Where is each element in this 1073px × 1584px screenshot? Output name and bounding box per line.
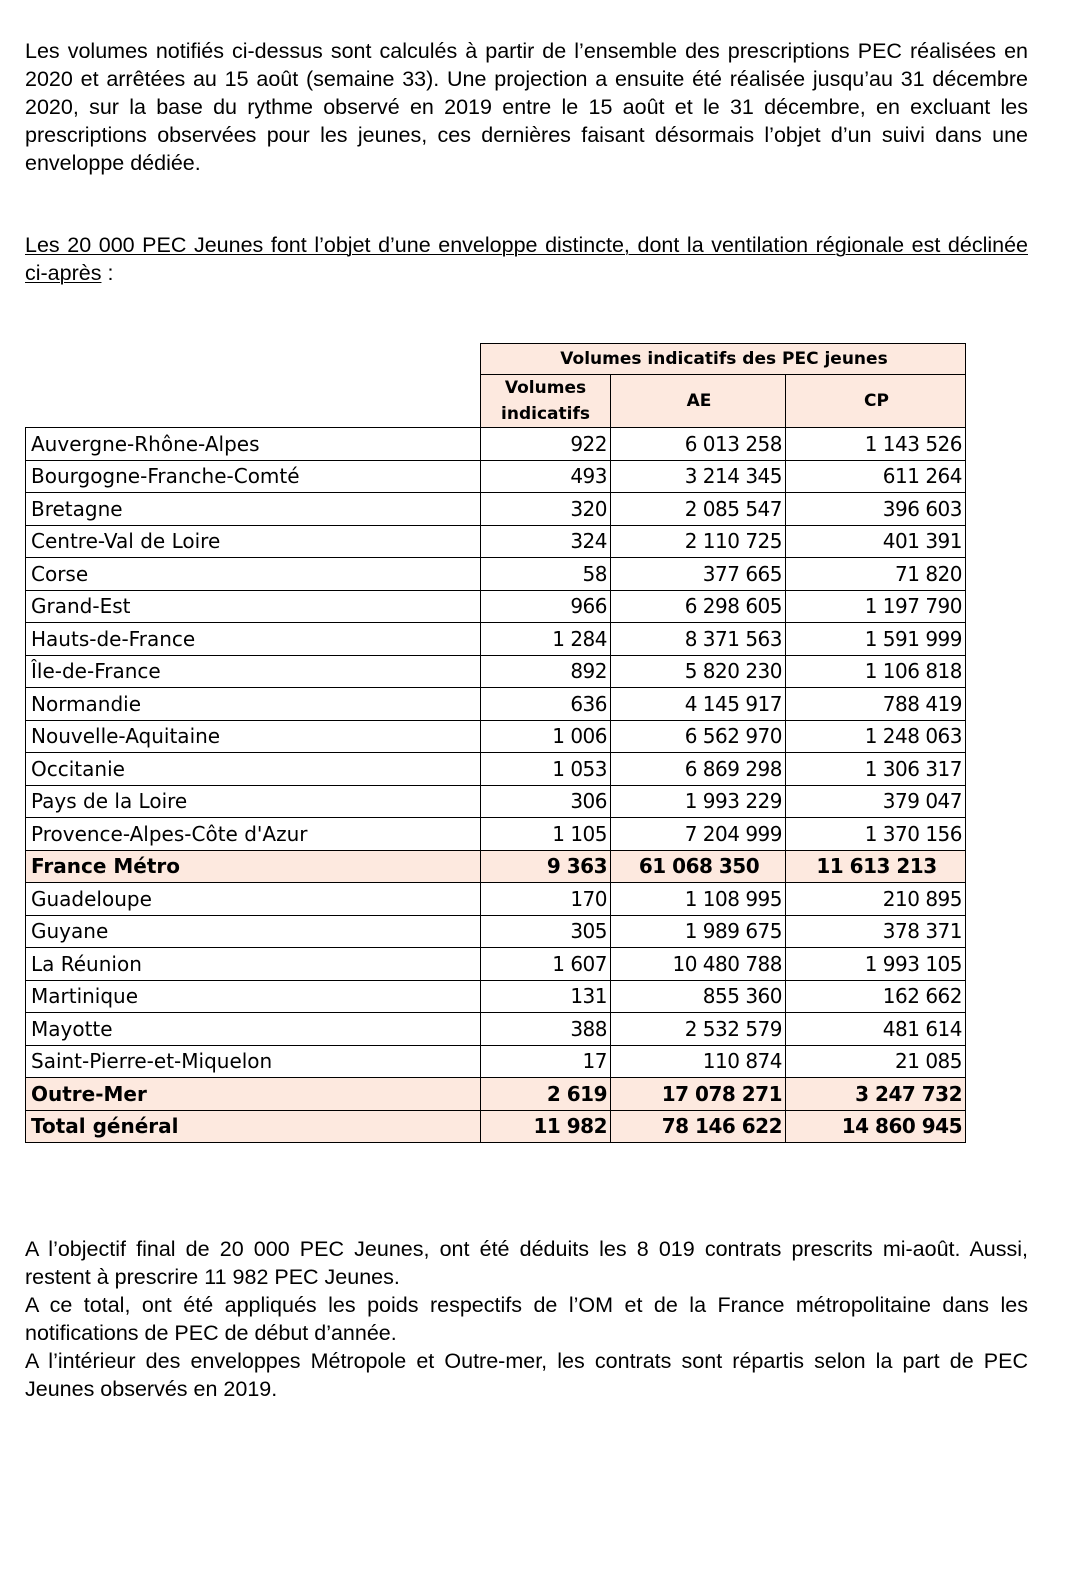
ae-cell: 6 869 298 <box>611 753 786 786</box>
cp-cell: 396 603 <box>786 493 966 526</box>
volumes-cell: 922 <box>481 428 611 461</box>
cp-cell: 1 248 063 <box>786 720 966 753</box>
group-header: Volumes indicatifs des PEC jeunes <box>481 344 966 375</box>
volumes-cell: 9 363 <box>481 850 611 883</box>
cp-cell: 1 591 999 <box>786 623 966 656</box>
section-intro-suffix: : <box>101 261 114 285</box>
ae-cell: 1 993 229 <box>611 785 786 818</box>
volumes-cell: 1 105 <box>481 818 611 851</box>
table-row <box>26 948 966 981</box>
cp-cell: 1 197 790 <box>786 590 966 623</box>
cp-cell: 3 247 732 <box>786 1078 966 1111</box>
table-row <box>26 655 966 688</box>
volumes-cell: 306 <box>481 785 611 818</box>
closing-line: A l’intérieur des enveloppes Métropole et Outre-mer, les contrats sont répartis selon la part de PEC Jeunes observés en 2019. <box>25 1349 1028 1401</box>
volumes-cell: 324 <box>481 525 611 558</box>
table-row <box>26 720 966 753</box>
volumes-cell: 2 619 <box>481 1078 611 1111</box>
volumes-cell: 1 006 <box>481 720 611 753</box>
region-name-cell: Outre-Mer <box>26 1078 481 1111</box>
ae-cell: 17 078 271 <box>611 1078 786 1111</box>
region-name-cell: Occitanie <box>26 753 481 786</box>
cp-cell: 379 047 <box>786 785 966 818</box>
subtotal-row <box>26 1078 966 1111</box>
ae-cell: 2 110 725 <box>611 525 786 558</box>
cp-cell: 71 820 <box>786 558 966 591</box>
cp-cell: 1 370 156 <box>786 818 966 851</box>
ae-cell: 8 371 563 <box>611 623 786 656</box>
header-blank-cell <box>26 375 481 428</box>
volumes-cell: 1 053 <box>481 753 611 786</box>
cp-cell: 1 106 818 <box>786 655 966 688</box>
table-row <box>26 428 966 461</box>
subtotal-row <box>26 850 966 883</box>
region-name-cell: Pays de la Loire <box>26 785 481 818</box>
cp-cell: 21 085 <box>786 1045 966 1078</box>
ae-cell: 2 085 547 <box>611 493 786 526</box>
cp-cell: 14 860 945 <box>786 1110 966 1143</box>
ae-cell: 2 532 579 <box>611 1013 786 1046</box>
ae-cell: 7 204 999 <box>611 818 786 851</box>
table-row <box>26 785 966 818</box>
ae-cell: 1 989 675 <box>611 915 786 948</box>
region-name-cell: Bretagne <box>26 493 481 526</box>
closing-paragraphs <box>25 1235 1028 1403</box>
cp-cell: 481 614 <box>786 1013 966 1046</box>
ae-cell: 5 820 230 <box>611 655 786 688</box>
table-row <box>26 493 966 526</box>
col-header-ae: AE <box>611 375 786 428</box>
volumes-cell: 305 <box>481 915 611 948</box>
col-header-cp: CP <box>786 375 966 428</box>
ae-cell: 6 013 258 <box>611 428 786 461</box>
volumes-cell: 58 <box>481 558 611 591</box>
cp-cell: 162 662 <box>786 980 966 1013</box>
volumes-cell: 17 <box>481 1045 611 1078</box>
pec-jeunes-table <box>25 343 966 1143</box>
region-name-cell: Île-de-France <box>26 655 481 688</box>
region-name-cell: Grand-Est <box>26 590 481 623</box>
table-row <box>26 1045 966 1078</box>
cp-cell: 788 419 <box>786 688 966 721</box>
cp-cell: 210 895 <box>786 883 966 916</box>
table-row <box>26 915 966 948</box>
region-name-cell: Nouvelle-Aquitaine <box>26 720 481 753</box>
volumes-cell: 1 284 <box>481 623 611 656</box>
ae-cell: 1 108 995 <box>611 883 786 916</box>
cp-cell: 11 613 213 <box>786 850 966 883</box>
volumes-cell: 320 <box>481 493 611 526</box>
region-name-cell: Provence-Alpes-Côte d'Azur <box>26 818 481 851</box>
cp-cell: 1 993 105 <box>786 948 966 981</box>
volumes-cell: 11 982 <box>481 1110 611 1143</box>
region-name-cell: Normandie <box>26 688 481 721</box>
region-name-cell: Mayotte <box>26 1013 481 1046</box>
table-row <box>26 460 966 493</box>
ae-cell: 6 562 970 <box>611 720 786 753</box>
table-row <box>26 590 966 623</box>
cp-cell: 611 264 <box>786 460 966 493</box>
section-intro <box>25 231 1028 287</box>
col-header-volumes: Volumes indicatifs <box>481 375 611 428</box>
closing-line: A l’objectif final de 20 000 PEC Jeunes, ont été déduits les 8 019 contrats prescrits mi-août. Aussi, restent à prescrire 11 982 PEC Jeunes. <box>25 1237 1028 1289</box>
region-name-cell: Corse <box>26 558 481 591</box>
region-name-cell: Saint-Pierre-et-Miquelon <box>26 1045 481 1078</box>
cp-cell: 1 143 526 <box>786 428 966 461</box>
ae-cell: 855 360 <box>611 980 786 1013</box>
volumes-cell: 131 <box>481 980 611 1013</box>
region-name-cell: Total général <box>26 1110 481 1143</box>
volumes-cell: 1 607 <box>481 948 611 981</box>
cp-cell: 401 391 <box>786 525 966 558</box>
table-row <box>26 753 966 786</box>
header-blank-cell <box>26 344 481 375</box>
table-row <box>26 883 966 916</box>
table-row <box>26 980 966 1013</box>
region-name-cell: Martinique <box>26 980 481 1013</box>
region-name-cell: France Métro <box>26 850 481 883</box>
volumes-cell: 892 <box>481 655 611 688</box>
region-name-cell: Centre-Val de Loire <box>26 525 481 558</box>
table-row <box>26 818 966 851</box>
region-name-cell: Auvergne-Rhône-Alpes <box>26 428 481 461</box>
ae-cell: 61 068 350 <box>611 850 786 883</box>
region-name-cell: Guadeloupe <box>26 883 481 916</box>
ae-cell: 4 145 917 <box>611 688 786 721</box>
cp-cell: 378 371 <box>786 915 966 948</box>
ae-cell: 377 665 <box>611 558 786 591</box>
table-row <box>26 688 966 721</box>
closing-line: A ce total, ont été appliqués les poids respectifs de l’OM et de la France métropolitaine dans les notifications de PEC de début d’année. <box>25 1293 1028 1345</box>
intro-paragraph: Les volumes notifiés ci-dessus sont calculés à partir de l’ensemble des prescriptions PEC réalisées en 2020 et arrêtées au 15 août (semaine 33). Une projection a ensuite été réalisée jusqu’au 31 décembre 2020, sur la base du rythme observé en 2019 entre le 15 août et le 31 décembre, en excluant les prescriptions observées pour les jeunes, ces dernières faisant désormais l’objet d’un suivi dans une enveloppe dédiée. <box>25 39 1028 175</box>
ae-cell: 10 480 788 <box>611 948 786 981</box>
table-body <box>26 428 966 1143</box>
table-row <box>26 1013 966 1046</box>
subtotal-row <box>26 1110 966 1143</box>
region-name-cell: Bourgogne-Franche-Comté <box>26 460 481 493</box>
ae-cell: 3 214 345 <box>611 460 786 493</box>
region-name-cell: Hauts-de-France <box>26 623 481 656</box>
cp-cell: 1 306 317 <box>786 753 966 786</box>
volumes-cell: 493 <box>481 460 611 493</box>
region-name-cell: Guyane <box>26 915 481 948</box>
region-name-cell: La Réunion <box>26 948 481 981</box>
volumes-cell: 170 <box>481 883 611 916</box>
table-row <box>26 623 966 656</box>
section-intro-underlined: Les 20 000 PEC Jeunes font l’objet d’une enveloppe distincte, dont la ventilation régionale est déclinée ci-après <box>25 233 1028 285</box>
table-row <box>26 558 966 591</box>
volumes-cell: 636 <box>481 688 611 721</box>
ae-cell: 78 146 622 <box>611 1110 786 1143</box>
volumes-cell: 388 <box>481 1013 611 1046</box>
table-row <box>26 525 966 558</box>
ae-cell: 6 298 605 <box>611 590 786 623</box>
ae-cell: 110 874 <box>611 1045 786 1078</box>
volumes-cell: 966 <box>481 590 611 623</box>
